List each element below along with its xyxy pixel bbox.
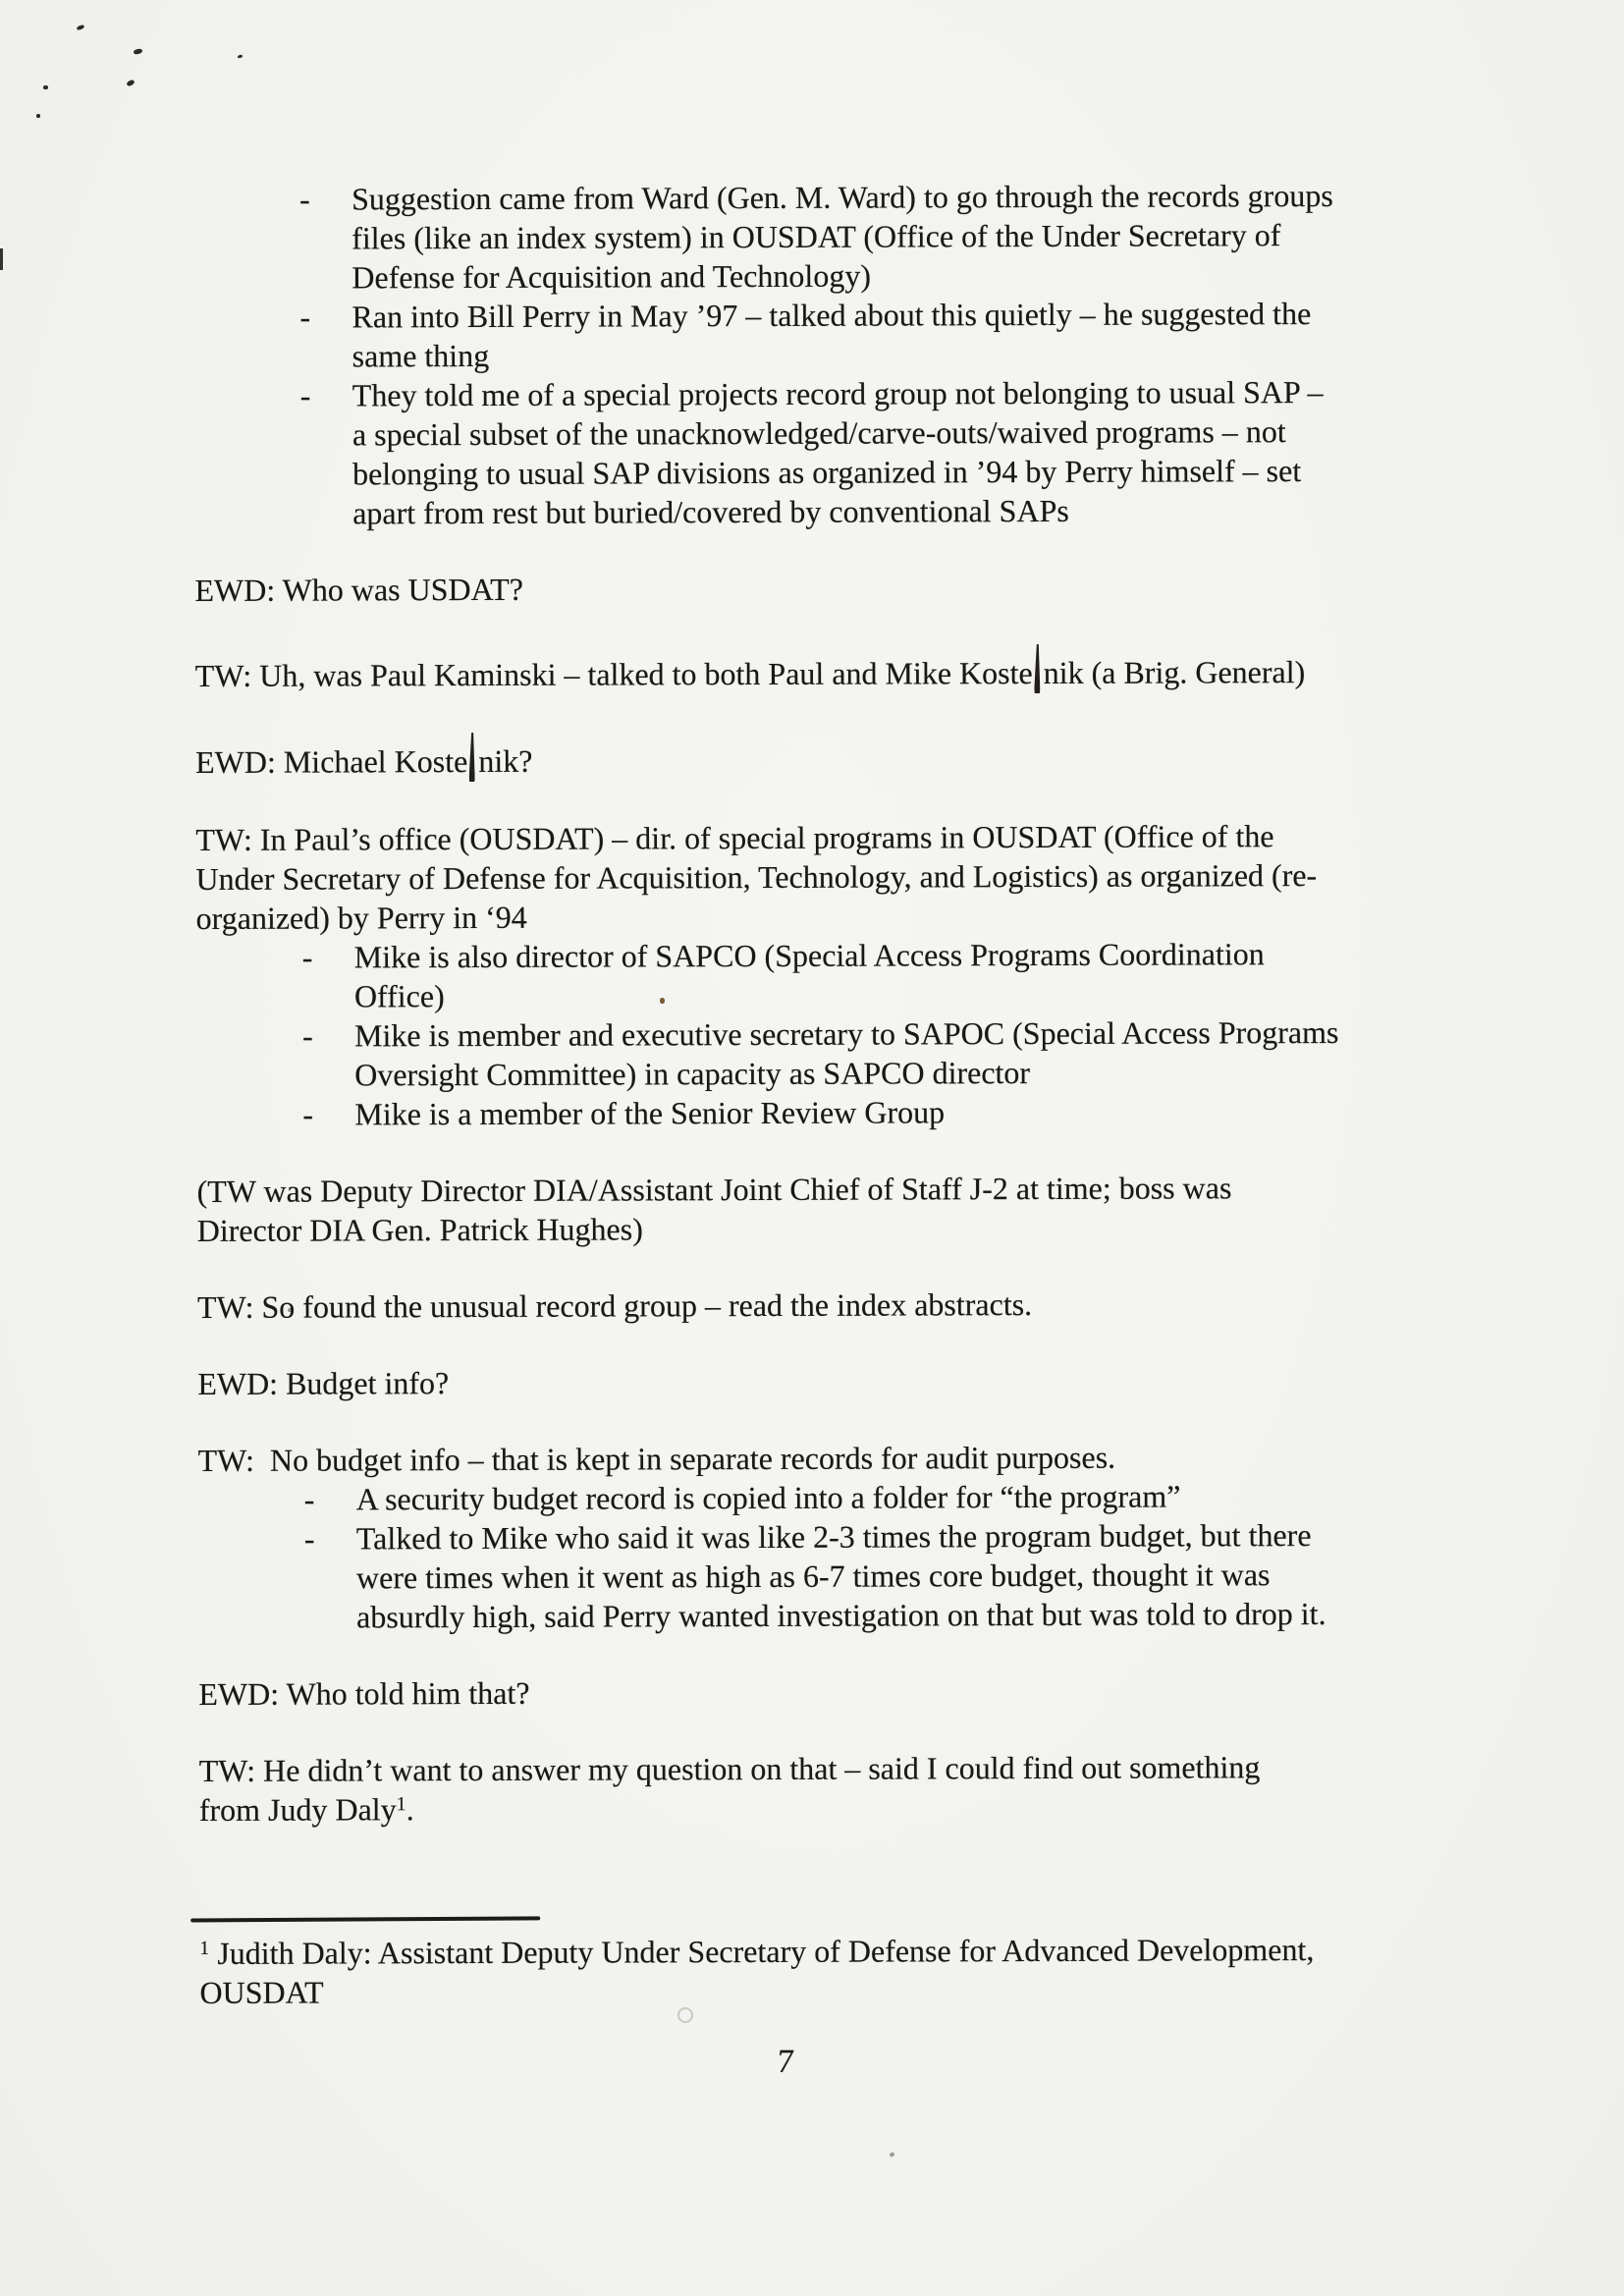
handwritten-insert-mark (469, 733, 476, 782)
text-line: files (like an index system) in OUSDAT (Office of the Under Secretary of (352, 217, 1281, 256)
speaker-paragraph-tw-daly (199, 1746, 1466, 1830)
text-line: Under Secretary of Defense for Acquisition, Technology, and Logistics) as organized (re- (195, 857, 1318, 897)
text-line: organized) by Perry in ‘94 (195, 899, 527, 936)
bullet-dash-marker: - (299, 181, 310, 217)
speaker-paragraph-ewd-usdat (194, 566, 1461, 610)
ink-speck (77, 25, 85, 31)
text-line: OUSDAT (199, 1974, 324, 2010)
text-segment: Judith Daly: Assistant Deputy Under Secretary of Defense for Advanced Development, (209, 1932, 1315, 1971)
bullet-dash-marker: - (301, 939, 313, 975)
text-line: TW: So found the unusual record group – read the index abstracts. (196, 1286, 1033, 1325)
text-line: Suggestion came from Ward (Gen. M. Ward) to go through the records groups (352, 177, 1333, 217)
bullet-item (196, 933, 1463, 1016)
ink-speck (36, 114, 40, 118)
paragraph-tw-role-note (197, 1167, 1464, 1250)
text-line: apart from rest but buried/covered by conventional SAPs (352, 492, 1069, 531)
ink-speck (238, 54, 244, 58)
speaker-paragraph-ewd-whotold (198, 1669, 1465, 1714)
text-line: They told me of a special projects record group not belonging to usual SAP – (352, 373, 1324, 413)
text-line: TW: No budget info – that is kept in separate records for audit purposes. (197, 1439, 1116, 1478)
text-line: Oversight Committee) in capacity as SAPCO director (354, 1055, 1031, 1093)
speaker-paragraph-ewd-kostelnik (195, 729, 1462, 783)
text-line: Ran into Bill Perry in May ’97 – talked about this quietly – he suggested the (352, 296, 1312, 335)
text-line: Mike is also director of SAPCO (Special Access Programs Coordination (353, 936, 1265, 975)
text-line: a special subset of the unacknowledged/carve-outs/waived programs – not (352, 413, 1286, 453)
bullet-list-mike (196, 933, 1464, 1134)
bullet-item (198, 1514, 1465, 1637)
scan-edge-artifact (0, 248, 3, 270)
bullet-list-budget (198, 1475, 1466, 1637)
text-line: absurdly high, said Perry wanted investigation on that but was told to drop it. (356, 1595, 1326, 1635)
text-line: Talked to Mike who said it was like 2-3 times the program budget, but there (355, 1517, 1312, 1557)
bullet-item (198, 1475, 1465, 1519)
bullet-dash-marker: - (299, 377, 311, 413)
text-line: Mike is a member of the Senior Review Group (354, 1094, 946, 1132)
footnote (199, 1913, 1466, 2012)
speaker-paragraph-tw-found (197, 1283, 1464, 1327)
ink-speck (134, 48, 143, 55)
text-line: TW: He didn’t want to answer my question on that – said I could find out something (198, 1749, 1261, 1788)
ink-speck (126, 79, 135, 86)
bullet-dash-marker: - (303, 1520, 315, 1557)
footnote-divider (190, 1916, 540, 1922)
text-line (199, 1929, 1466, 1973)
text-line: EWD: Budget info? (197, 1365, 450, 1401)
footnote-ref: 1 (396, 1793, 406, 1816)
ink-speck (43, 85, 48, 89)
text-segment: EWD: Michael Koste (195, 743, 468, 780)
bullet-list-records (193, 175, 1461, 533)
page-number: 7 (776, 2044, 795, 2080)
bullet-item (196, 1090, 1463, 1134)
bullet-item (193, 175, 1460, 298)
bullet-dash-marker: - (302, 1096, 314, 1132)
text-segment: . (406, 1791, 414, 1828)
bullet-dash-marker: - (301, 1017, 313, 1054)
handwritten-insert-mark (1034, 644, 1041, 693)
text-line: EWD: Who told him that? (198, 1674, 530, 1712)
text-line (199, 1785, 1466, 1830)
text-line (195, 729, 1462, 783)
bullet-item (194, 371, 1462, 533)
text-segment: TW: Uh, was Paul Kaminski – talked to both Paul and Mike Koste (194, 655, 1033, 693)
text-line: same thing (352, 337, 490, 374)
text-line: Mike is member and executive secretary to SAPOC (Special Access Programs (353, 1013, 1339, 1054)
text-segment: nik? (478, 742, 533, 779)
text-line: belonging to usual SAP divisions as organized in ’94 by Perry himself – set (352, 453, 1302, 492)
text-line: (TW was Deputy Director DIA/Assistant Joint Chief of Staff J-2 at time; boss was (196, 1170, 1232, 1209)
text-line: Office) (353, 978, 445, 1014)
bullet-item (196, 1011, 1463, 1095)
document-content (193, 175, 1467, 2011)
text-line: A security budget record is copied into a folder for “the program” (355, 1478, 1181, 1517)
text-line: were times when it went as high as 6-7 times core budget, thought it was (355, 1557, 1271, 1596)
ink-speck (889, 2152, 894, 2158)
footnote-marker: 1 (199, 1937, 210, 1959)
text-line: Defense for Acquisition and Technology) (352, 257, 872, 296)
text-line: TW: In Paul’s office (OUSDAT) – dir. of special programs in OUSDAT (Office of the (195, 818, 1274, 857)
bullet-item (193, 293, 1460, 376)
speaker-paragraph-tw-office (195, 815, 1462, 938)
bullet-dash-marker: - (299, 299, 311, 335)
text-segment: from Judy Daly (198, 1791, 397, 1828)
speaker-paragraph-tw-kaminski (195, 642, 1462, 696)
text-line (195, 642, 1462, 696)
text-segment: nik (a Brig. General) (1043, 654, 1306, 690)
speaker-paragraph-ewd-budget (197, 1359, 1464, 1403)
speaker-paragraph-tw-nobudget (197, 1436, 1464, 1480)
text-line: Director DIA Gen. Patrick Hughes) (196, 1211, 643, 1248)
text-line: EWD: Who was USDAT? (194, 571, 523, 608)
bullet-dash-marker: - (303, 1481, 315, 1517)
